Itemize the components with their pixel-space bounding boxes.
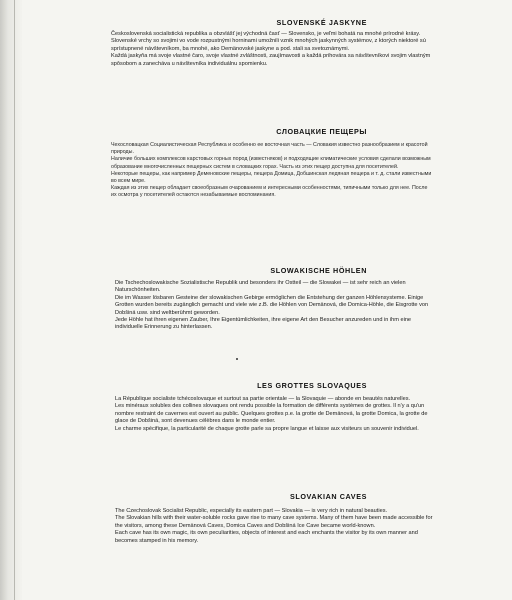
paragraph: La République socialiste tchécoslovaque et surtout sa partie orientale — la Slovaquie — abonde en beautés naturelles. xyxy=(115,396,411,402)
section-body-slovak xyxy=(111,31,431,68)
paragraph: Die Tschechoslowakische Sozialistische Republik und besonders ihr Ostteil — die Slowakei — ist sehr reich an vielen Naturschönheiten. xyxy=(115,280,406,294)
section-body-french xyxy=(115,396,437,433)
section-title-slovak: SLOVENSKÉ JASKYNE xyxy=(276,18,367,27)
section-title-french: LES GROTTES SLOVAQUES xyxy=(257,381,367,390)
paragraph: Československá socialistická republika a obzvlášť jej východná časť — Slovensko, je veľmi bohatá na mnohé prírodné krásy. xyxy=(111,31,421,37)
paragraph: Jede Höhle hat ihren eigenen Zauber, Ihre Eigentümlichkeiten, ihre eigene Art den Besucher anzureden und in ihm eine individuelle Erinnerung zu hinterlassen. xyxy=(115,317,412,331)
section-body-english xyxy=(115,508,441,545)
section-body-german xyxy=(115,280,437,332)
print-speck xyxy=(236,358,238,360)
paragraph: Each cave has its own magic, its own peculiarities, objects of interest and each enchants the visitor by its own manner and becomes stamped in his memory. xyxy=(115,530,418,544)
paragraph: Некоторые пещеры, как например Деменовские пещеры, пещера Домица, Добшинская ледяная пещера и т. д. стали известными во всем мире. xyxy=(111,170,432,185)
page-fold-shadow xyxy=(0,0,22,600)
paragraph: Чехословацкая Социалистическая Республика и особенно ее восточная часть — Словакия известно разнообразием и красотой природы. xyxy=(111,142,428,156)
paragraph: The Slovakian hills with their water-soluble rocks gave rise to many cave systems. Many of them have been made accessible for the visitors, among these Demänová Caves, Domica Caves and Dobšiná Ice Cave became world-known. xyxy=(115,515,433,529)
section-title-russian: СЛОВАЦКИЕ ПЕЩЕРЫ xyxy=(276,127,367,136)
paragraph: Každá jaskyňa má svoje vlastné čaro, svoje vlastné zvláštnosti, zaujímavosti a každá prihovára sa návštevníkovi svojim vlastným spôsobom a zanecháva u návštevníka individuálnu spomienku. xyxy=(111,53,431,67)
paragraph: Наличие больших комплексов карстовых горных пород (известняков) и подходящие климатические условия сделали возможным образование многочисленных пещерных систем в словацких горах. Часть из этих пещер доступна для посетителей. xyxy=(111,156,431,170)
section-title-english: SLOVAKIAN CAVES xyxy=(289,492,367,501)
section-title-german: SLOWAKISCHE HÖHLEN xyxy=(270,266,367,275)
paragraph: Каждая из этих пещер обладает своеобразным очарованием и интересными особенностями, типичными только для нее. После их осмотра у посетителей остаются незабываемые воспоминания. xyxy=(111,185,428,199)
page-fold-line xyxy=(14,0,15,600)
paragraph: Le charme spécifique, la particularité de chaque grotte parle sa propre langue et laisse aux visiteurs un souvenir individuel. xyxy=(115,425,419,432)
paragraph: Die im Wasser lösbaren Gesteine der slowakischen Gebirge ermöglichen die Entstehung der ganzen Höhlensysteme. Einige Grotten wurden bereits zugänglich gemacht und viele wie z.B. die Höhlen von Demänová, die Domica-Höhle, die Eisgrotte von Dobšiná usw. sind weltberühmt geworden. xyxy=(115,294,429,316)
paragraph: The Czechoslovak Socialist Republic, especially its eastern part — Slovakia — is very rich in natural beauties. xyxy=(115,508,388,514)
section-body-russian xyxy=(111,142,433,200)
paragraph: Slovenské vrchy so svojimi vo vode rozpustnými horninami umožnili vznik mnohých jaskynných systémov, z ktorých niektoré sú sprístupnené návštevníkom, ba mnohé, ako Demänovské jaskyne a pod. stali sa svetoznámymi. xyxy=(111,38,426,52)
paragraph: Les minéraux solubles des collines slovaques ont rendu possible la formation de différents systèmes de grottes. Il n'y a qu'un nombre restraint de cavernes est ouvert au public. Quelques grottes p.e. la grotte de Demänová, la grotte Domica, la grotte de glace de Dobšiná, sont devenues célèbres dans le monde entier. xyxy=(115,403,428,425)
